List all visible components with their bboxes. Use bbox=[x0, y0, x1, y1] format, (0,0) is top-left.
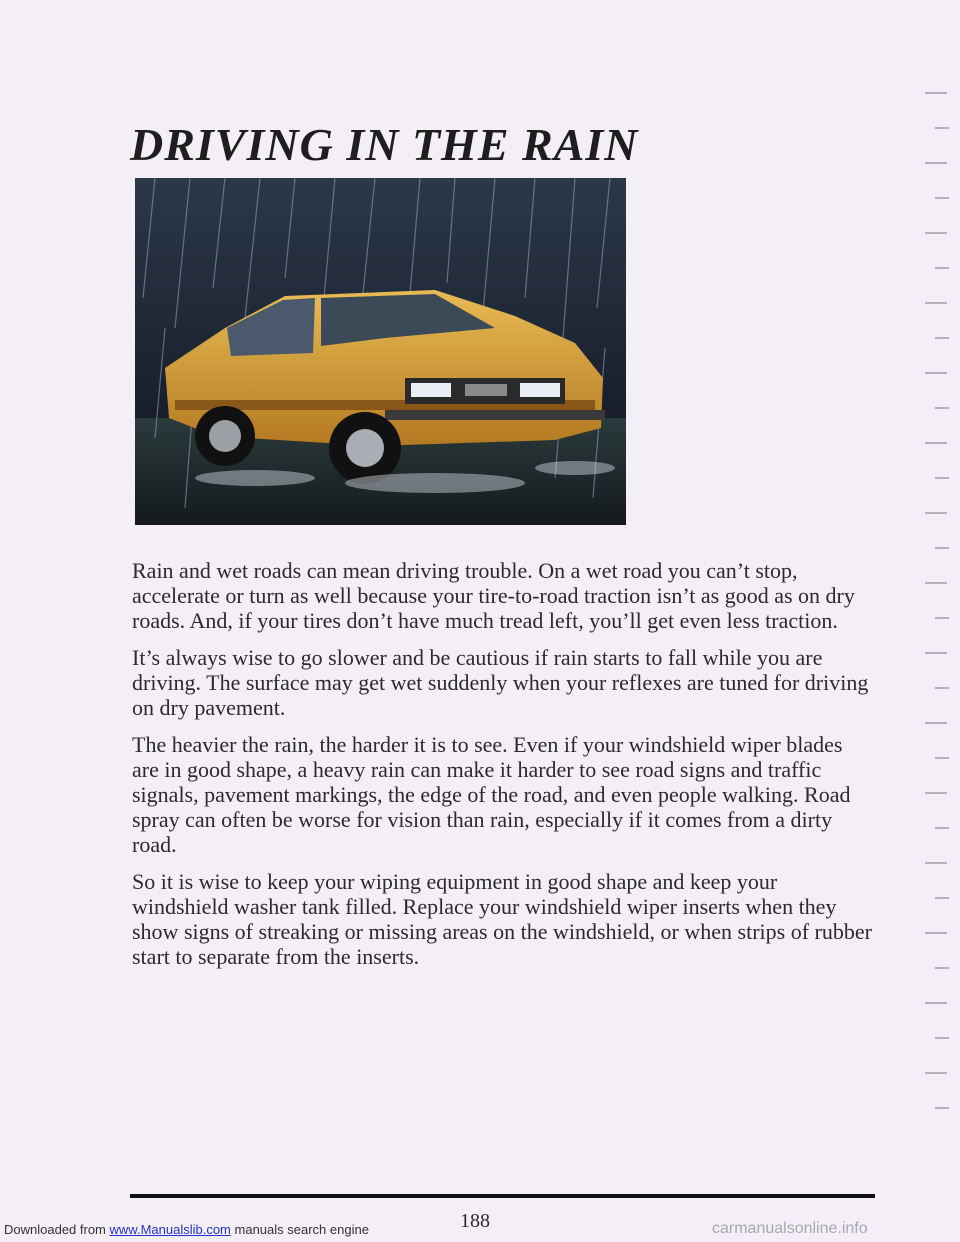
page-title: DRIVING IN THE RAIN bbox=[130, 119, 639, 170]
margin-mark bbox=[925, 582, 947, 584]
margin-mark bbox=[935, 407, 949, 409]
margin-mark bbox=[935, 687, 949, 689]
margin-mark bbox=[925, 932, 947, 934]
manualslib-link[interactable]: www.Manualslib.com bbox=[109, 1222, 231, 1237]
margin-mark bbox=[925, 92, 947, 94]
credit-prefix: Downloaded from bbox=[4, 1222, 106, 1237]
paragraph-4: So it is wise to keep your wiping equipment in good shape and keep your windshield washer tank filled. Replace your windshield wiper inserts when they show signs of streaking or missing areas on the windshield, or when strips of rubber start to separate from the inserts. bbox=[132, 869, 872, 969]
margin-mark bbox=[925, 792, 947, 794]
margin-mark bbox=[925, 162, 947, 164]
paragraph-1: Rain and wet roads can mean driving trouble. On a wet road you can’t stop, accelerate or turn as well because your tire-to-road traction isn’t as good as on dry roads. And, if your tires don’t have much tread left, you’ll get even less traction. bbox=[132, 558, 855, 633]
paragraph-3: The heavier the rain, the harder it is to see. Even if your windshield wiper blades are in good shape, a heavy rain can make it harder to see road signs and traffic signals, pavement markings, the edge of the road, and even people walking. Road spray can often be worse for vision than rain, especially if it comes from a dirty road. bbox=[132, 732, 851, 857]
download-credit bbox=[4, 1222, 369, 1237]
margin-mark bbox=[935, 127, 949, 129]
page-number: 188 bbox=[460, 1210, 490, 1232]
margin-mark bbox=[935, 547, 949, 549]
footer-rule bbox=[130, 1194, 875, 1198]
margin-mark bbox=[925, 302, 947, 304]
margin-mark bbox=[925, 232, 947, 234]
paragraph-2: It’s always wise to go slower and be cautious if rain starts to fall while you are driving. The surface may get wet suddenly when your reflexes are tuned for driving on dry pavement. bbox=[132, 645, 869, 720]
margin-mark bbox=[935, 1037, 949, 1039]
margin-mark bbox=[935, 267, 949, 269]
margin-mark bbox=[935, 617, 949, 619]
margin-mark bbox=[925, 722, 947, 724]
margin-mark bbox=[925, 862, 947, 864]
body-text bbox=[132, 558, 872, 981]
margin-mark bbox=[935, 477, 949, 479]
car-illustration bbox=[135, 178, 626, 525]
margin-mark bbox=[935, 337, 949, 339]
margin-tab-marks bbox=[925, 92, 955, 1142]
margin-mark bbox=[935, 967, 949, 969]
margin-mark bbox=[935, 827, 949, 829]
car-in-rain-photo bbox=[135, 178, 626, 525]
margin-mark bbox=[935, 197, 949, 199]
margin-mark bbox=[925, 652, 947, 654]
margin-mark bbox=[935, 897, 949, 899]
credit-suffix: manuals search engine bbox=[234, 1222, 369, 1237]
margin-mark bbox=[925, 1002, 947, 1004]
margin-mark bbox=[925, 442, 947, 444]
margin-mark bbox=[935, 1107, 949, 1109]
margin-mark bbox=[925, 372, 947, 374]
watermark: carmanualsonline.info bbox=[712, 1220, 868, 1237]
margin-mark bbox=[925, 512, 947, 514]
margin-mark bbox=[935, 757, 949, 759]
margin-mark bbox=[925, 1072, 947, 1074]
